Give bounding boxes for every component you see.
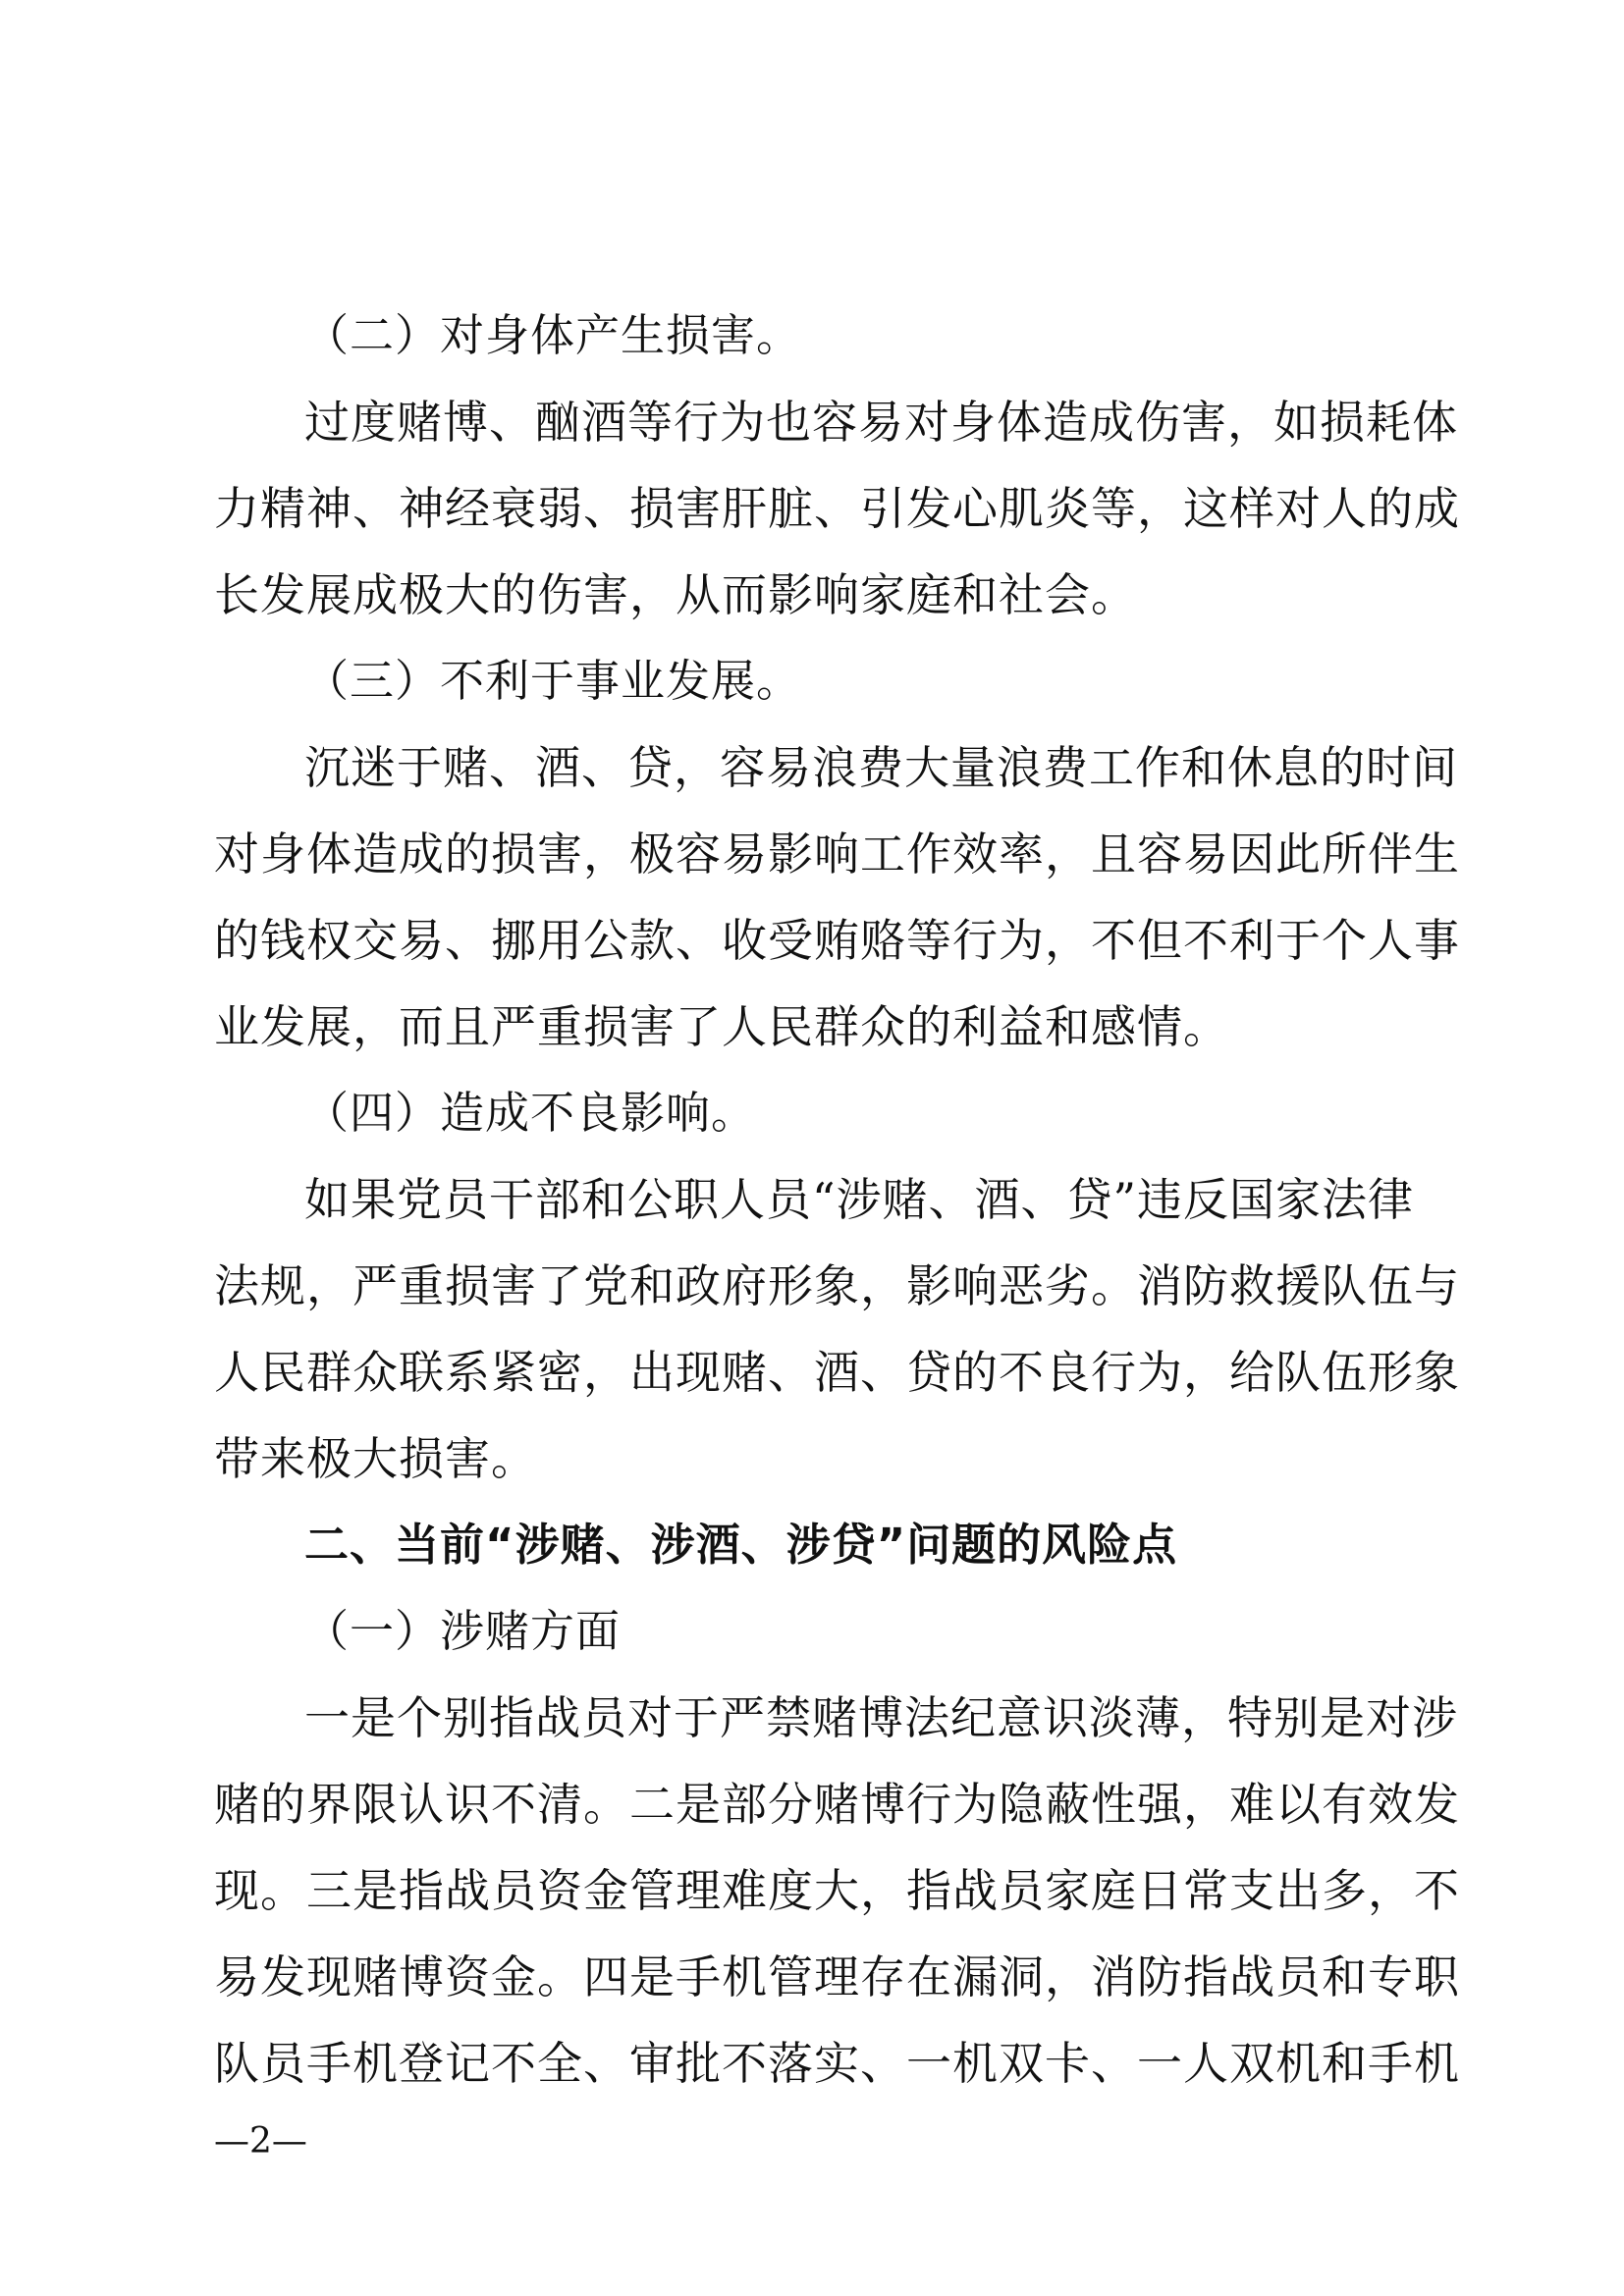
paragraph-line: 现。三是指战员资金管理难度大，指战员家庭日常支出多，不 [214,1864,1460,1917]
paragraph-line: 带来极大损害。 [214,1432,537,1485]
paragraph-line: 易发现赌博资金。四是手机管理存在漏洞，消防指战员和专职 [214,1950,1460,2003]
paragraph-line: 队员手机登记不全、审批不落实、一机双卡、一人双机和手机 [214,2037,1460,2090]
page-number: —2— [214,2121,307,2162]
paragraph-line: 的钱权交易、挪用公款、收受贿赂等行为，不但不利于个人事 [214,914,1460,967]
paragraph-line: 如果党员干部和公职人员“涉赌、酒、贷”违反国家法律 [304,1173,1415,1226]
paragraph-line: 力精神、神经衰弱、损害肝脏、引发心肌炎等，这样对人的成 [214,482,1460,535]
paragraph-line: 对身体造成的损害，极容易影响工作效率，且容易因此所伴生 [214,828,1460,881]
paragraph-line: 法规，严重损害了党和政府形象，影响恶劣。消防救援队伍与 [214,1259,1460,1312]
section-subheading: （二）对身体产生损害。 [304,309,802,361]
paragraph-line: 沉迷于赌、酒、贷，容易浪费大量浪费工作和休息的时间 [304,741,1458,794]
section-heading: 二、当前“涉赌、涉酒、涉贷”问题的风险点 [304,1519,1178,1571]
paragraph-line: 人民群众联系紧密，出现赌、酒、贷的不良行为，给队伍形象 [214,1346,1460,1399]
section-subheading: （四）造成不良影响。 [304,1087,757,1139]
document-body [214,293,1460,2107]
paragraph-line: 长发展成极大的伤害，从而影响家庭和社会。 [214,568,1137,621]
section-subheading: （一）涉赌方面 [304,1605,622,1657]
paragraph-line: 赌的界限认识不清。二是部分赌博行为隐蔽性强，难以有效发 [214,1778,1460,1831]
section-subheading: （三）不利于事业发展。 [304,655,802,707]
paragraph-line: 过度赌博、酗酒等行为也容易对身体造成伤害，如损耗体 [304,396,1458,449]
paragraph-line: 业发展，而且严重损害了人民群众的利益和感情。 [214,1000,1229,1053]
paragraph-line: 一是个别指战员对于严禁赌博法纪意识淡薄，特别是对涉 [304,1691,1458,1744]
